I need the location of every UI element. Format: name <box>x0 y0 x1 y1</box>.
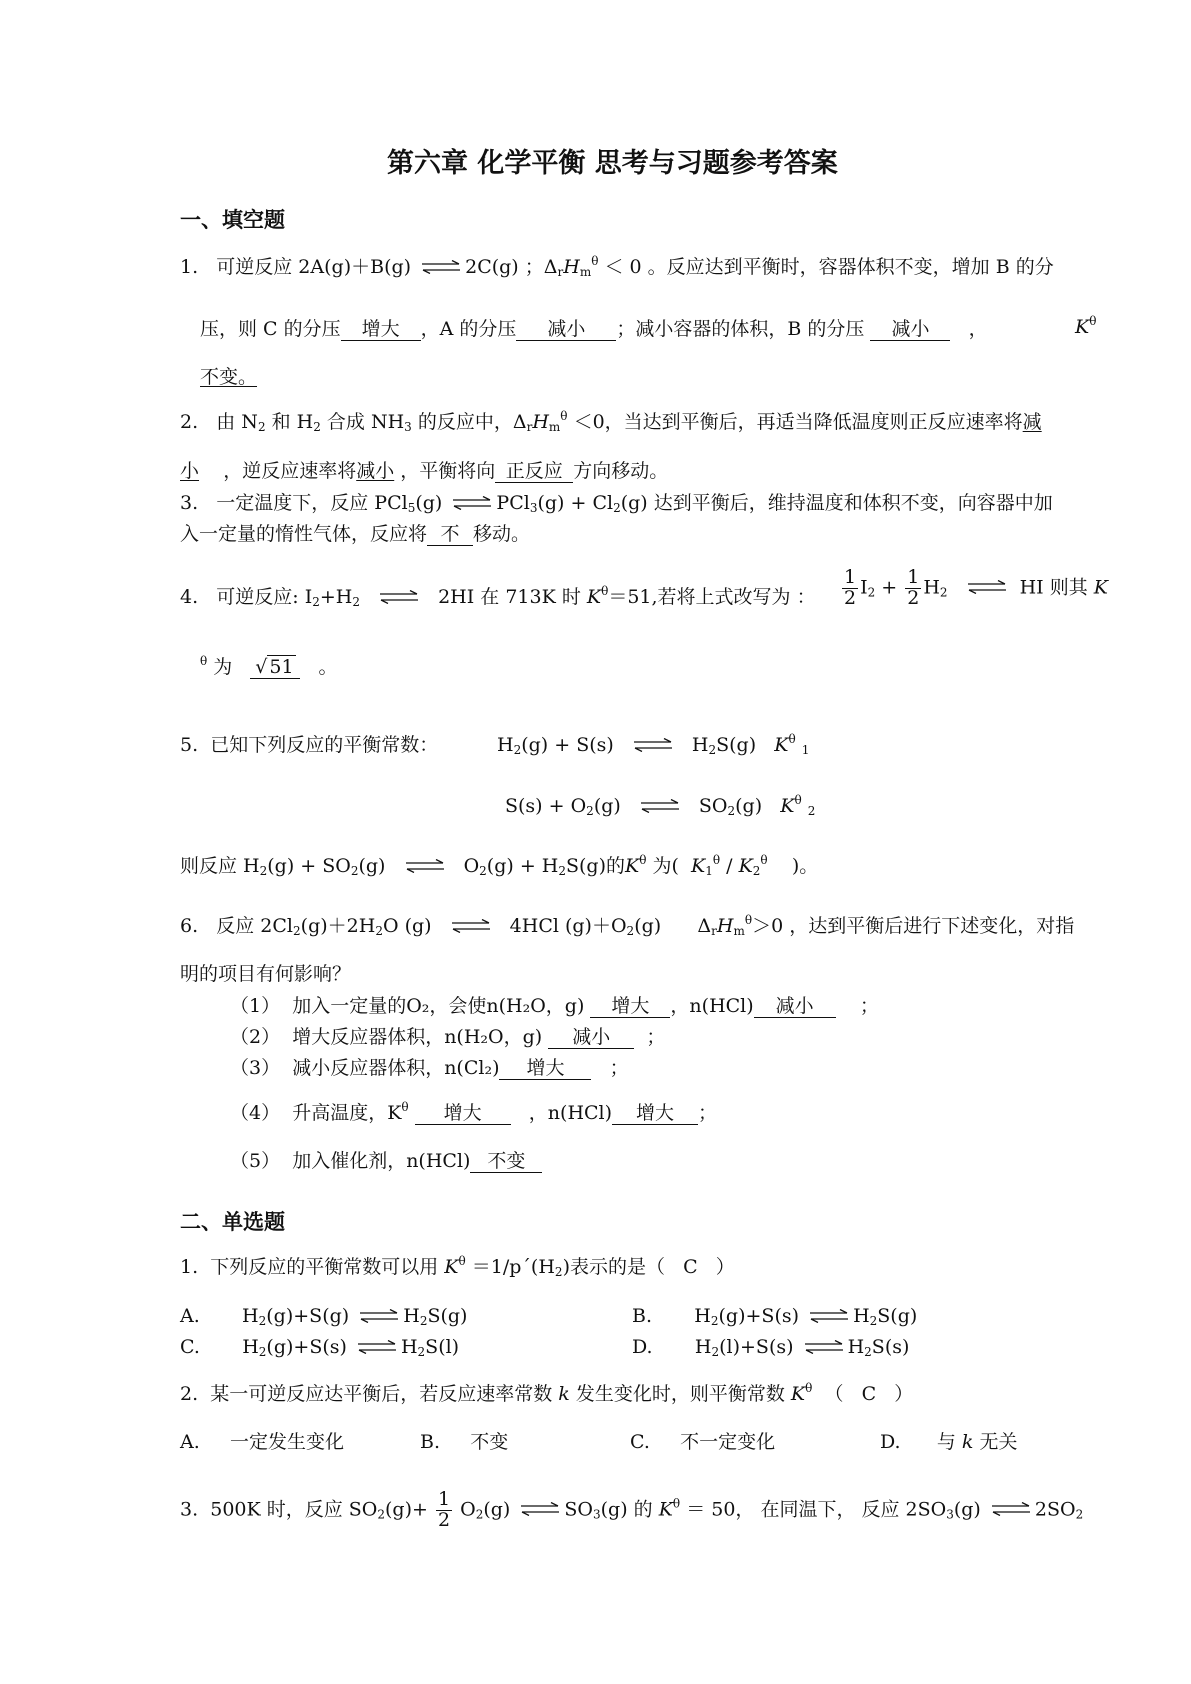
equilibrium-arrow-icon <box>991 1502 1031 1516</box>
section-heading-fill-in: 一、填空题 <box>180 208 285 232</box>
answer-blank: 减小 <box>548 1028 634 1049</box>
mc2-option-b: B. 不变 <box>420 1431 509 1453</box>
answer-blank: 增大 <box>415 1104 511 1125</box>
equilibrium-arrow-icon <box>357 1340 397 1354</box>
question-3-line-2: 入一定量的惰性气体，反应将 不 移动。 <box>180 523 531 545</box>
question-5-line-1: 5. 已知下列反应的平衡常数： <box>180 734 439 756</box>
answer-blank: 不变 <box>470 1152 542 1173</box>
equilibrium-arrow-icon <box>442 919 500 933</box>
answer-blank: 增大 <box>590 997 670 1018</box>
equilibrium-arrow-icon <box>370 590 428 604</box>
fraction-one-half: $\frac{1}{2}$ <box>437 1488 451 1531</box>
question-1-line-2: 压，则 C 的分压 增大 ，A 的分压 减小 ；减小容器的体积，B 的分压 减小 ， <box>200 318 988 340</box>
question-4-line-2: $^\theta$ 为 √ 51 。 <box>200 654 338 678</box>
page-title: 第六章 化学平衡 思考与习题参考答案 <box>387 148 838 179</box>
question-number: 1. <box>180 256 199 278</box>
mc1-option-a: A. $H_2(g)+S(g)$ $H_2S(g)$ <box>180 1305 468 1328</box>
fraction-one-half: $\frac{1}{2}$ <box>907 566 920 609</box>
mc-question-2: 2. 某一可逆反应达平衡后，若反应速率常数 k 发生变化时，则平衡常数 $K^\theta$ （ C ） <box>180 1381 914 1405</box>
answer-blank: 减小 <box>870 320 950 341</box>
question-3-line-1: 3. 一定温度下，反应 PCl$_5$(g) $PCl_3(g) + Cl_2(g)$ 达到平衡后，维持温度和体积不变，向容器中加 <box>180 492 1053 515</box>
equilibrium-arrow-icon <box>520 1502 560 1516</box>
equilibrium-arrow-icon <box>624 738 682 752</box>
reaction-1: $H_2(g) + S(s)$ $H_2S(g)$ $K^\theta$ $_1$ <box>497 732 810 757</box>
q6-item-3: （3） 减小反应器体积，n(Cl₂) 增大 ； <box>230 1057 629 1079</box>
answer-blank: 减小 <box>754 997 836 1018</box>
answer-blank <box>250 658 300 679</box>
sqrt-sign: √ 51 <box>255 656 294 678</box>
mc-question-1: 1. 下列反应的平衡常数可以用 $K^\theta$ $=1/p´(H_2)$表示的是（ C ） <box>180 1254 735 1279</box>
mc-question-3: 3. 500K 时，反应 $SO_2(g)+$ $\frac{1}{2}$ $O_2(g)$ $SO_3(g)$ 的 $K^\theta = 50$， 在同温下， 反应 $2SO_3(g)$ $2SO_2$ <box>180 1488 1084 1531</box>
answer-blank: 增大 <box>341 320 421 341</box>
question-4-line-1: 4. 可逆反应: $I_2+H_2$ 2HI 在 713K 时 $K^\theta=51$,若将上式改写为 ： <box>180 584 816 609</box>
k-theta-label: $K^\theta$ <box>1075 314 1097 338</box>
equilibrium-arrow-icon <box>421 260 461 274</box>
mc-answer: C <box>683 1256 698 1278</box>
equilibrium-arrow-icon <box>452 496 492 510</box>
fraction-one-half: $\frac{1}{2}$ <box>844 566 857 609</box>
equilibrium-arrow-icon <box>809 1309 849 1323</box>
mc2-option-a: A. 一定发生变化 <box>180 1431 344 1453</box>
answer-blank: 减 <box>1022 411 1042 433</box>
equilibrium-arrow-icon <box>958 580 1016 594</box>
question-1-line-1: 1. 可逆反应 2A(g)＋B(g) 2C(g) ；$\Delta_rH_m^\theta < 0$ 。反应达到平衡时，容器体积不变，增加 B 的分 <box>180 254 1054 279</box>
equilibrium-arrow-icon <box>396 859 454 873</box>
mc2-option-d: D. 与 k 无关 <box>880 1431 1018 1453</box>
mc1-option-b: B. $H_2(g)+S(s)$ $H_2S(g)$ <box>632 1305 918 1328</box>
answer-blank: 增大 <box>499 1059 591 1080</box>
mc2-option-c: C. 不一定变化 <box>630 1431 776 1453</box>
answer-blank: 不 <box>427 525 473 546</box>
question-2-line-2: 小 ，逆反应速率将减小 ，平衡将向 正反应 方向移动。 <box>180 460 669 482</box>
q6-item-1: （1） 加入一定量的O₂，会使n(H₂O，g) 增大 ，n(HCl) 减小 ； <box>230 995 879 1017</box>
answer-blank: 减小 <box>516 320 616 341</box>
q6-item-2: （2） 增大反应器体积，n(H₂O，g) 减小 ； <box>230 1026 666 1048</box>
answer-blank: 正反应 <box>495 462 573 483</box>
reaction-2: $S(s) + O_2(g)$ $SO_2(g)$ $K^\theta$ $_2$ <box>505 793 816 818</box>
question-5-target: 则反应 $H_2(g) + SO_2(g) O_2(g) + H_2S(g)$的$K^\theta$ 为( $K_1^\theta / K_2^\theta$ )。 <box>180 853 819 878</box>
mc1-option-c: C. $H_2(g)+S(s)$ $H_2S(l)$ <box>180 1336 460 1359</box>
q6-item-5: （5） 加入催化剂，n(HCl) 不变 <box>230 1152 542 1173</box>
mc1-option-d: D. $H_2(l)+S(s)$ $H_2S(s)$ <box>632 1336 910 1359</box>
equilibrium-arrow-icon <box>359 1309 399 1323</box>
section-heading-single-choice: 二、单选题 <box>180 1210 285 1234</box>
answer-blank: 增大 <box>612 1104 698 1125</box>
equilibrium-arrow-icon <box>804 1340 844 1354</box>
question-6-line-2: 明的项目有何影响？ <box>180 963 352 985</box>
mc-answer: C <box>861 1383 877 1405</box>
equilibrium-arrow-icon <box>631 799 689 813</box>
q4-rewritten-equation: $\frac{1}{2}$ $I_2$ + $\frac{1}{2}$ $H_2$ HI 则其 K <box>844 566 1108 609</box>
question-6-line-1: 6. 反应 $2Cl_2(g)+2H_2O$ (g) 4HCl $(g)+O_2(g)$ $\Delta_rH_m^\theta>0$ ，达到平衡后进行下述变化，对指 <box>180 913 1075 938</box>
q6-item-4: （4） 升高温度，$K^\theta$ 增大 ，n(HCl) 增大 ； <box>230 1100 718 1124</box>
answer-blank: 减小 <box>356 460 395 482</box>
answer-blank: 不变。 <box>200 366 258 388</box>
question-2-line-1: 2. 由 $N_2$ 和 $H_2$ 合成 $NH_3$ 的反应中，$\Delta_rH_m^\theta <0$，当达到平衡后，再适当降低温度则正反应速率将减 <box>180 409 1042 434</box>
